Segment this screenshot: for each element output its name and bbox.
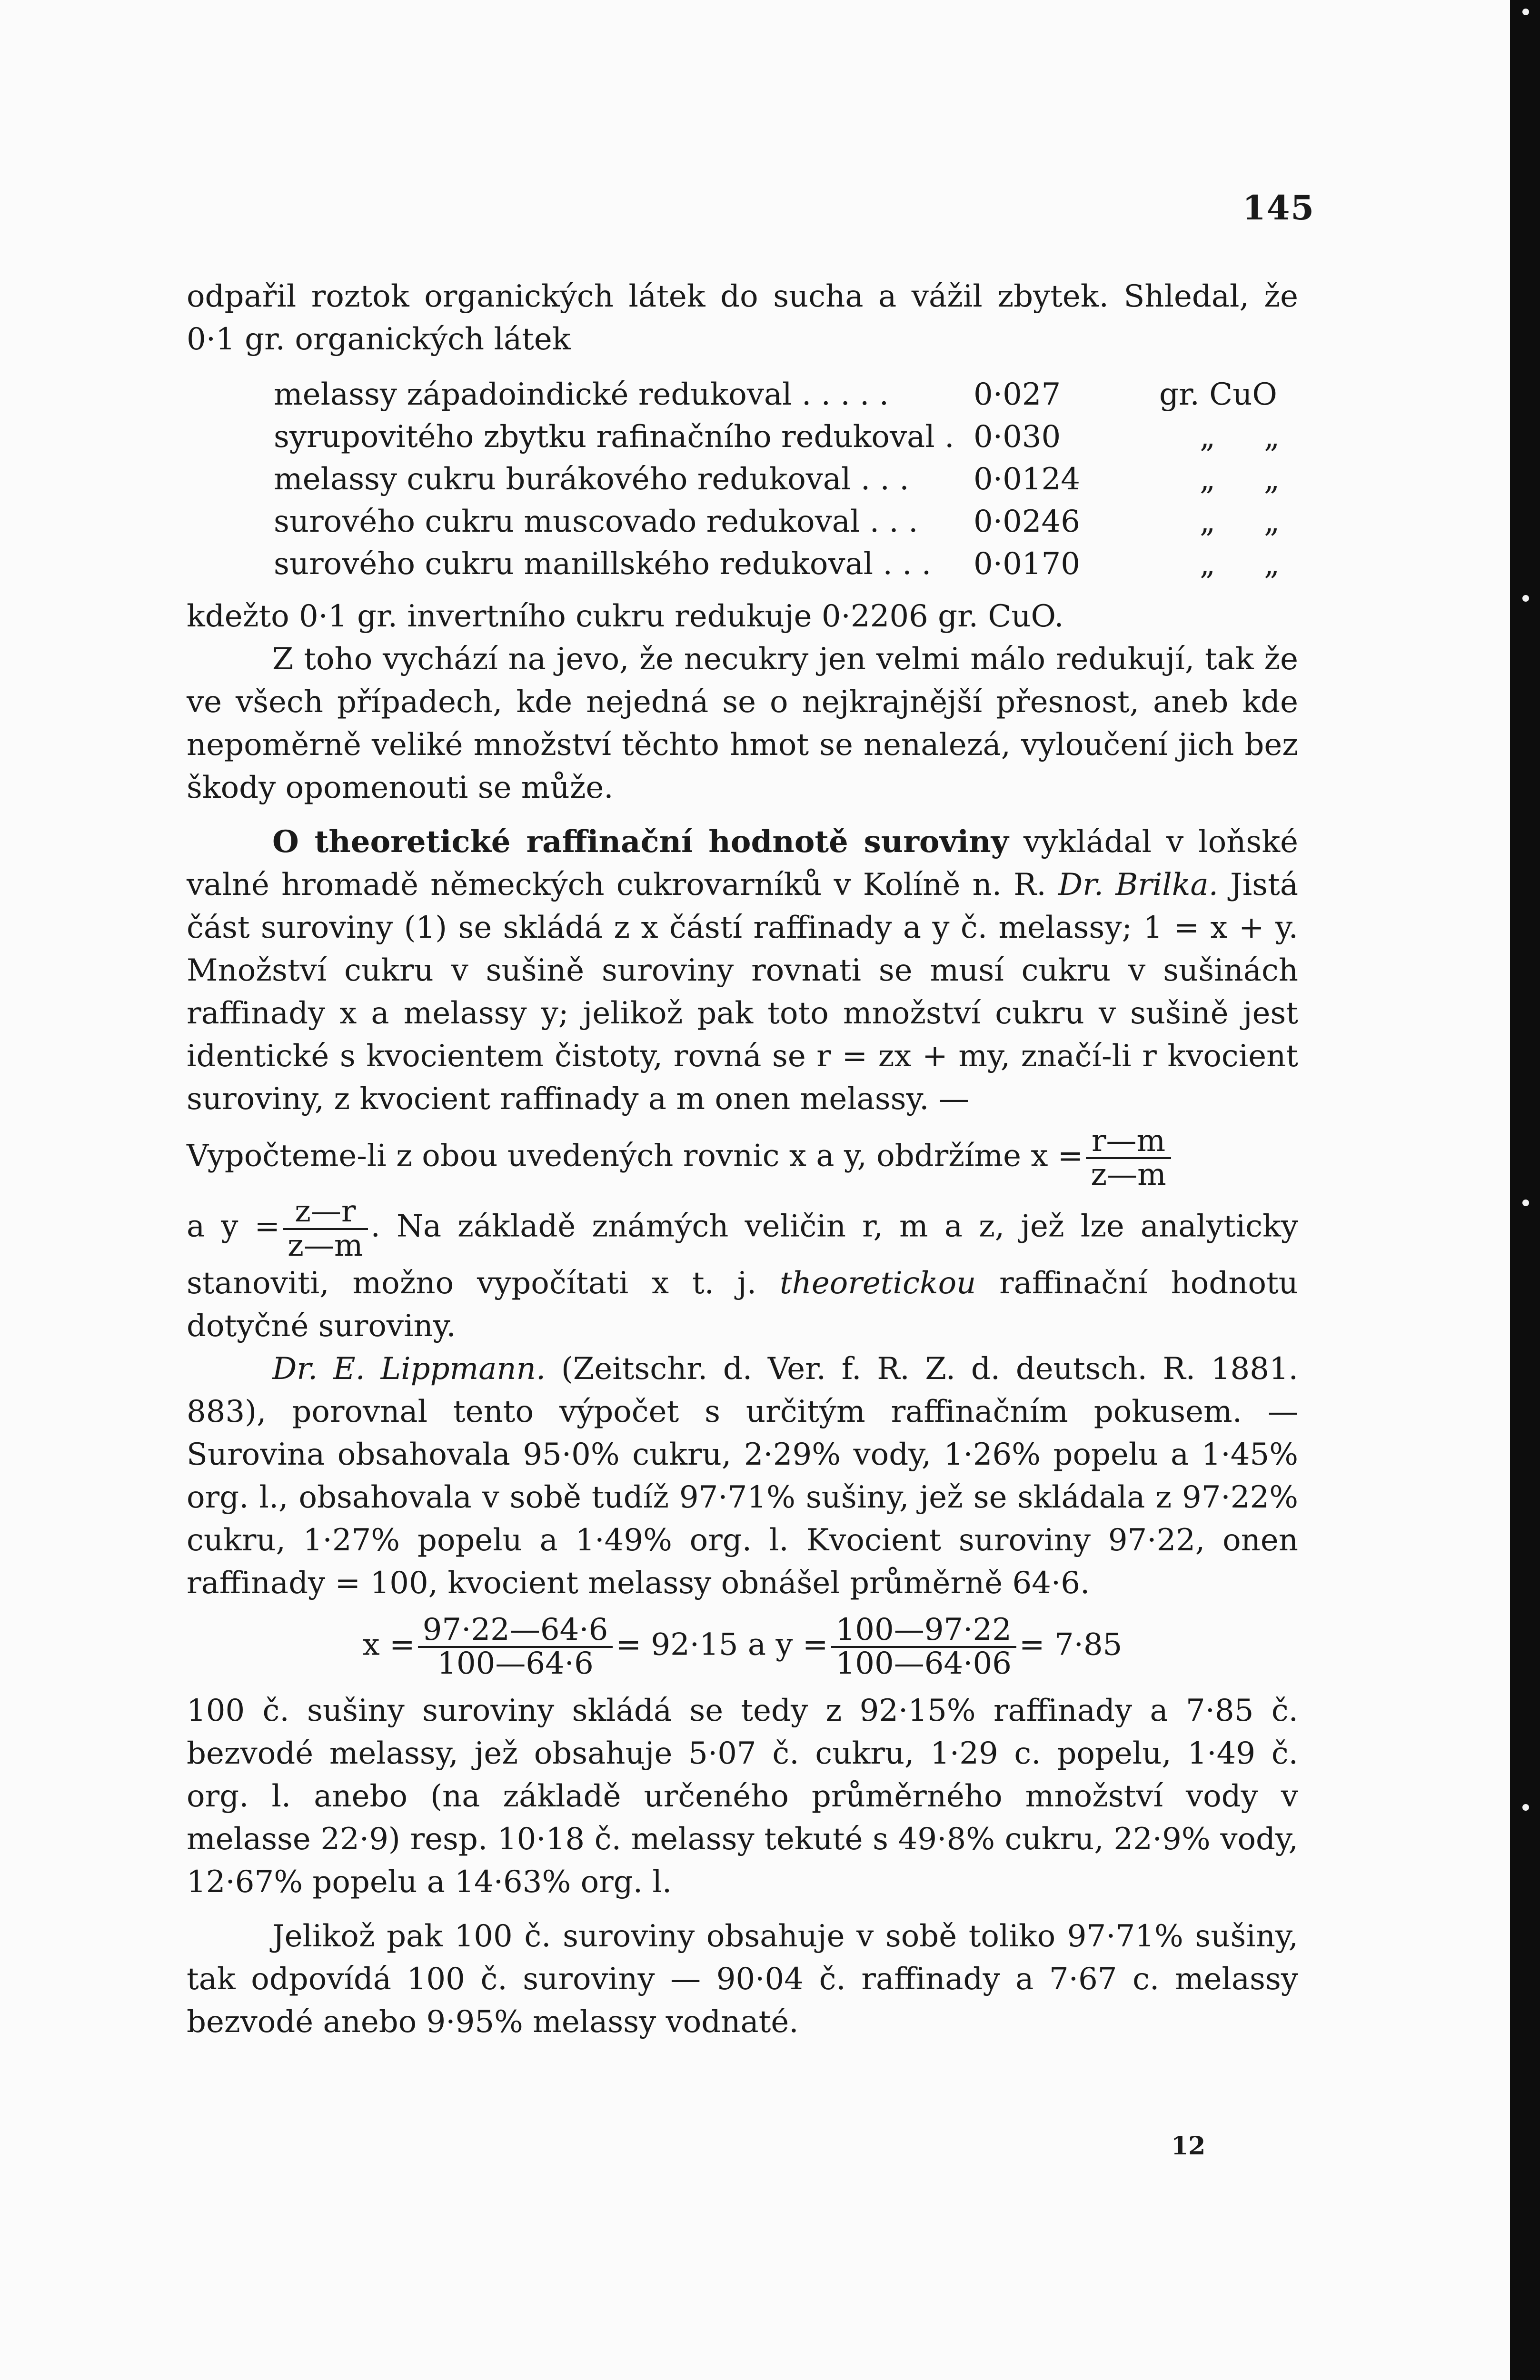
fraction — [283, 1196, 368, 1261]
eq-y-result: = 7·85 — [1019, 1627, 1123, 1663]
row-unit: gr. CuO — [1159, 377, 1277, 412]
numerator: z—r — [283, 1196, 368, 1230]
formula-x-lead: Vypočteme-li z obou uvedených rovnic x a y, obdržíme — [187, 1138, 1021, 1174]
main-text — [187, 595, 1298, 2043]
page-number: 145 — [1242, 188, 1315, 228]
italic-term: theoretickou — [779, 1265, 976, 1301]
binding-hole — [1522, 1804, 1529, 1811]
row-value: 0·0124 — [974, 462, 1080, 497]
denominator: 100—64·6 — [437, 1646, 594, 1681]
fraction — [1086, 1125, 1171, 1191]
denominator: 100—64·06 — [835, 1646, 1012, 1681]
paragraph-2-text: vykládal v loňské valné hromadě německých cukrovarníků v Kolíně n. R. — [187, 824, 1299, 902]
equation-line — [187, 1614, 1298, 1680]
ditto-mark: „ — [1264, 504, 1280, 539]
intro-paragraph — [187, 275, 1298, 361]
intro-text: odpařil roztok organických látek do sucha a vážil zbytek. Shledal, že 0·1 gr. organických látek — [187, 279, 1298, 357]
row-label: syrupovitého zbytku rafinačního redukoval . — [274, 419, 954, 455]
author-name: Dr. Brilka. — [1058, 867, 1219, 902]
numerator: 100—97·22 — [831, 1614, 1016, 1648]
formula-x-line — [187, 1125, 1298, 1191]
paragraph-5: Jelikož pak 100 č. suroviny obsahuje v sobě toliko 97·71% sušiny, tak odpovídá 100 č. suroviny — 90·04 č. raffinady a 7·67 c. melassy bezvodé anebo 9·95% melassy vodnaté. — [187, 1919, 1298, 2040]
reduction-table — [274, 374, 1321, 585]
formula-y-lhs: a y = — [187, 1209, 280, 1245]
eq-x-lhs: x = — [362, 1627, 415, 1663]
numerator: r—m — [1086, 1125, 1171, 1159]
ditto-mark: „ — [1200, 462, 1216, 497]
paragraph-2-text-cont: Jistá část suroviny (1) se skládá z x částí raffinady a y č. melassy; 1 = x + y. Množství cukru v sušině suroviny rovnati se musí cukru v sušinách raffinady x a melassy y; jelikož pak toto množství cukru v sušině jest identické s kvocientem čistoty, rovná se r = zx + my, značí-li r kvocient suroviny, z kvocient raffinady a m onen melassy. — — [187, 867, 1299, 1117]
author-name: Dr. E. Lippmann. — [272, 1351, 546, 1387]
formula-y-text: . Na základě známých veličin r, m a z, jež lze analyticky stanoviti, možno vypočítati x t. j. — [187, 1209, 1299, 1301]
row-value: 0·0246 — [974, 504, 1080, 539]
binding-hole — [1522, 595, 1529, 602]
fraction — [831, 1614, 1016, 1680]
fraction — [418, 1614, 613, 1680]
paragraph-1: Z toho vychází na jevo, že necukry jen velmi málo redukují, tak že ve všech případech, kde nejedná se o nejkrajnější přesnost, aneb kde nepoměrně veliké množství těchto hmot se nenalezá, vyloučení jich bez škody opomenouti se může. — [187, 642, 1298, 805]
paragraph-2 — [187, 821, 1298, 1121]
binding-hole — [1522, 9, 1529, 15]
table-row — [274, 374, 1321, 416]
row-value: 0·030 — [974, 419, 1061, 455]
row-label: melassy cukru burákového redukoval . . . — [274, 462, 909, 497]
paragraph-4: 100 č. sušiny suroviny skládá se tedy z 92·15% raffinady a 7·85 č. bezvodé melassy, jež obsahuje 5·07 č. cukru, 1·29 c. popelu, 1·49 č. org. l. anebo (na základě určeného průměrného množství vody v melasse 22·9) resp. 10·18 č. melassy tekuté s 49·8% cukru, 22·9% vody, 12·67% popelu a 14·63% org. l. — [187, 1693, 1298, 1900]
row-value: 0·0170 — [974, 546, 1080, 582]
ditto-mark: „ — [1264, 462, 1280, 497]
section-heading: O theoretické raffinační hodnotě suroviny — [272, 824, 1009, 860]
table-row — [274, 501, 1321, 543]
row-value: 0·027 — [974, 377, 1061, 412]
formula-y-text-cont: raffinační hodnotu dotyčné suroviny. — [187, 1265, 1299, 1344]
table-row — [274, 543, 1321, 585]
scan-edge — [1510, 0, 1540, 2380]
row-label: surového cukru manillského redukoval . . . — [274, 546, 932, 582]
ditto-mark: „ — [1264, 419, 1280, 455]
formula-y-paragraph — [187, 1196, 1298, 1347]
numerator: 97·22—64·6 — [418, 1614, 613, 1648]
after-table-line: kdežto 0·1 gr. invertního cukru redukuje 0·2206 gr. CuO. — [187, 599, 1064, 634]
ditto-mark: „ — [1200, 546, 1216, 582]
eq-x-result: = 92·15 a y = — [616, 1627, 828, 1663]
denominator: z—m — [1091, 1157, 1166, 1193]
ditto-mark: „ — [1200, 504, 1216, 539]
paragraph-3 — [187, 1348, 1298, 1605]
table-row — [274, 416, 1321, 458]
ditto-mark: „ — [1264, 546, 1280, 582]
binding-hole — [1522, 1200, 1529, 1206]
ditto-mark: „ — [1200, 419, 1216, 455]
table-row — [274, 458, 1321, 501]
row-label: surového cukru muscovado redukoval . . . — [274, 504, 918, 539]
signature-mark: 12 — [1171, 2132, 1206, 2161]
denominator: z—m — [288, 1228, 363, 1263]
paragraph-3-text: (Zeitschr. d. Ver. f. R. Z. d. deutsch. R. 1881. 883), porovnal tento výpočet s určitým raffinačním pokusem. — Surovina obsahovala 95·0% cukru, 2·29% vody, 1·26% popelu a 1·45% org. l., obsahovala v sobě tudíž 97·71% sušiny, jež se skládala z 97·22% cukru, 1·27% popelu a 1·49% org. l. Kvocient suroviny 97·22, onen raffinady = 100, kvocient melassy obnášel průměrně 64·6. — [187, 1351, 1299, 1601]
row-label: melassy západoindické redukoval . . . . . — [274, 377, 889, 412]
formula-x-lhs: x = — [1031, 1138, 1083, 1174]
